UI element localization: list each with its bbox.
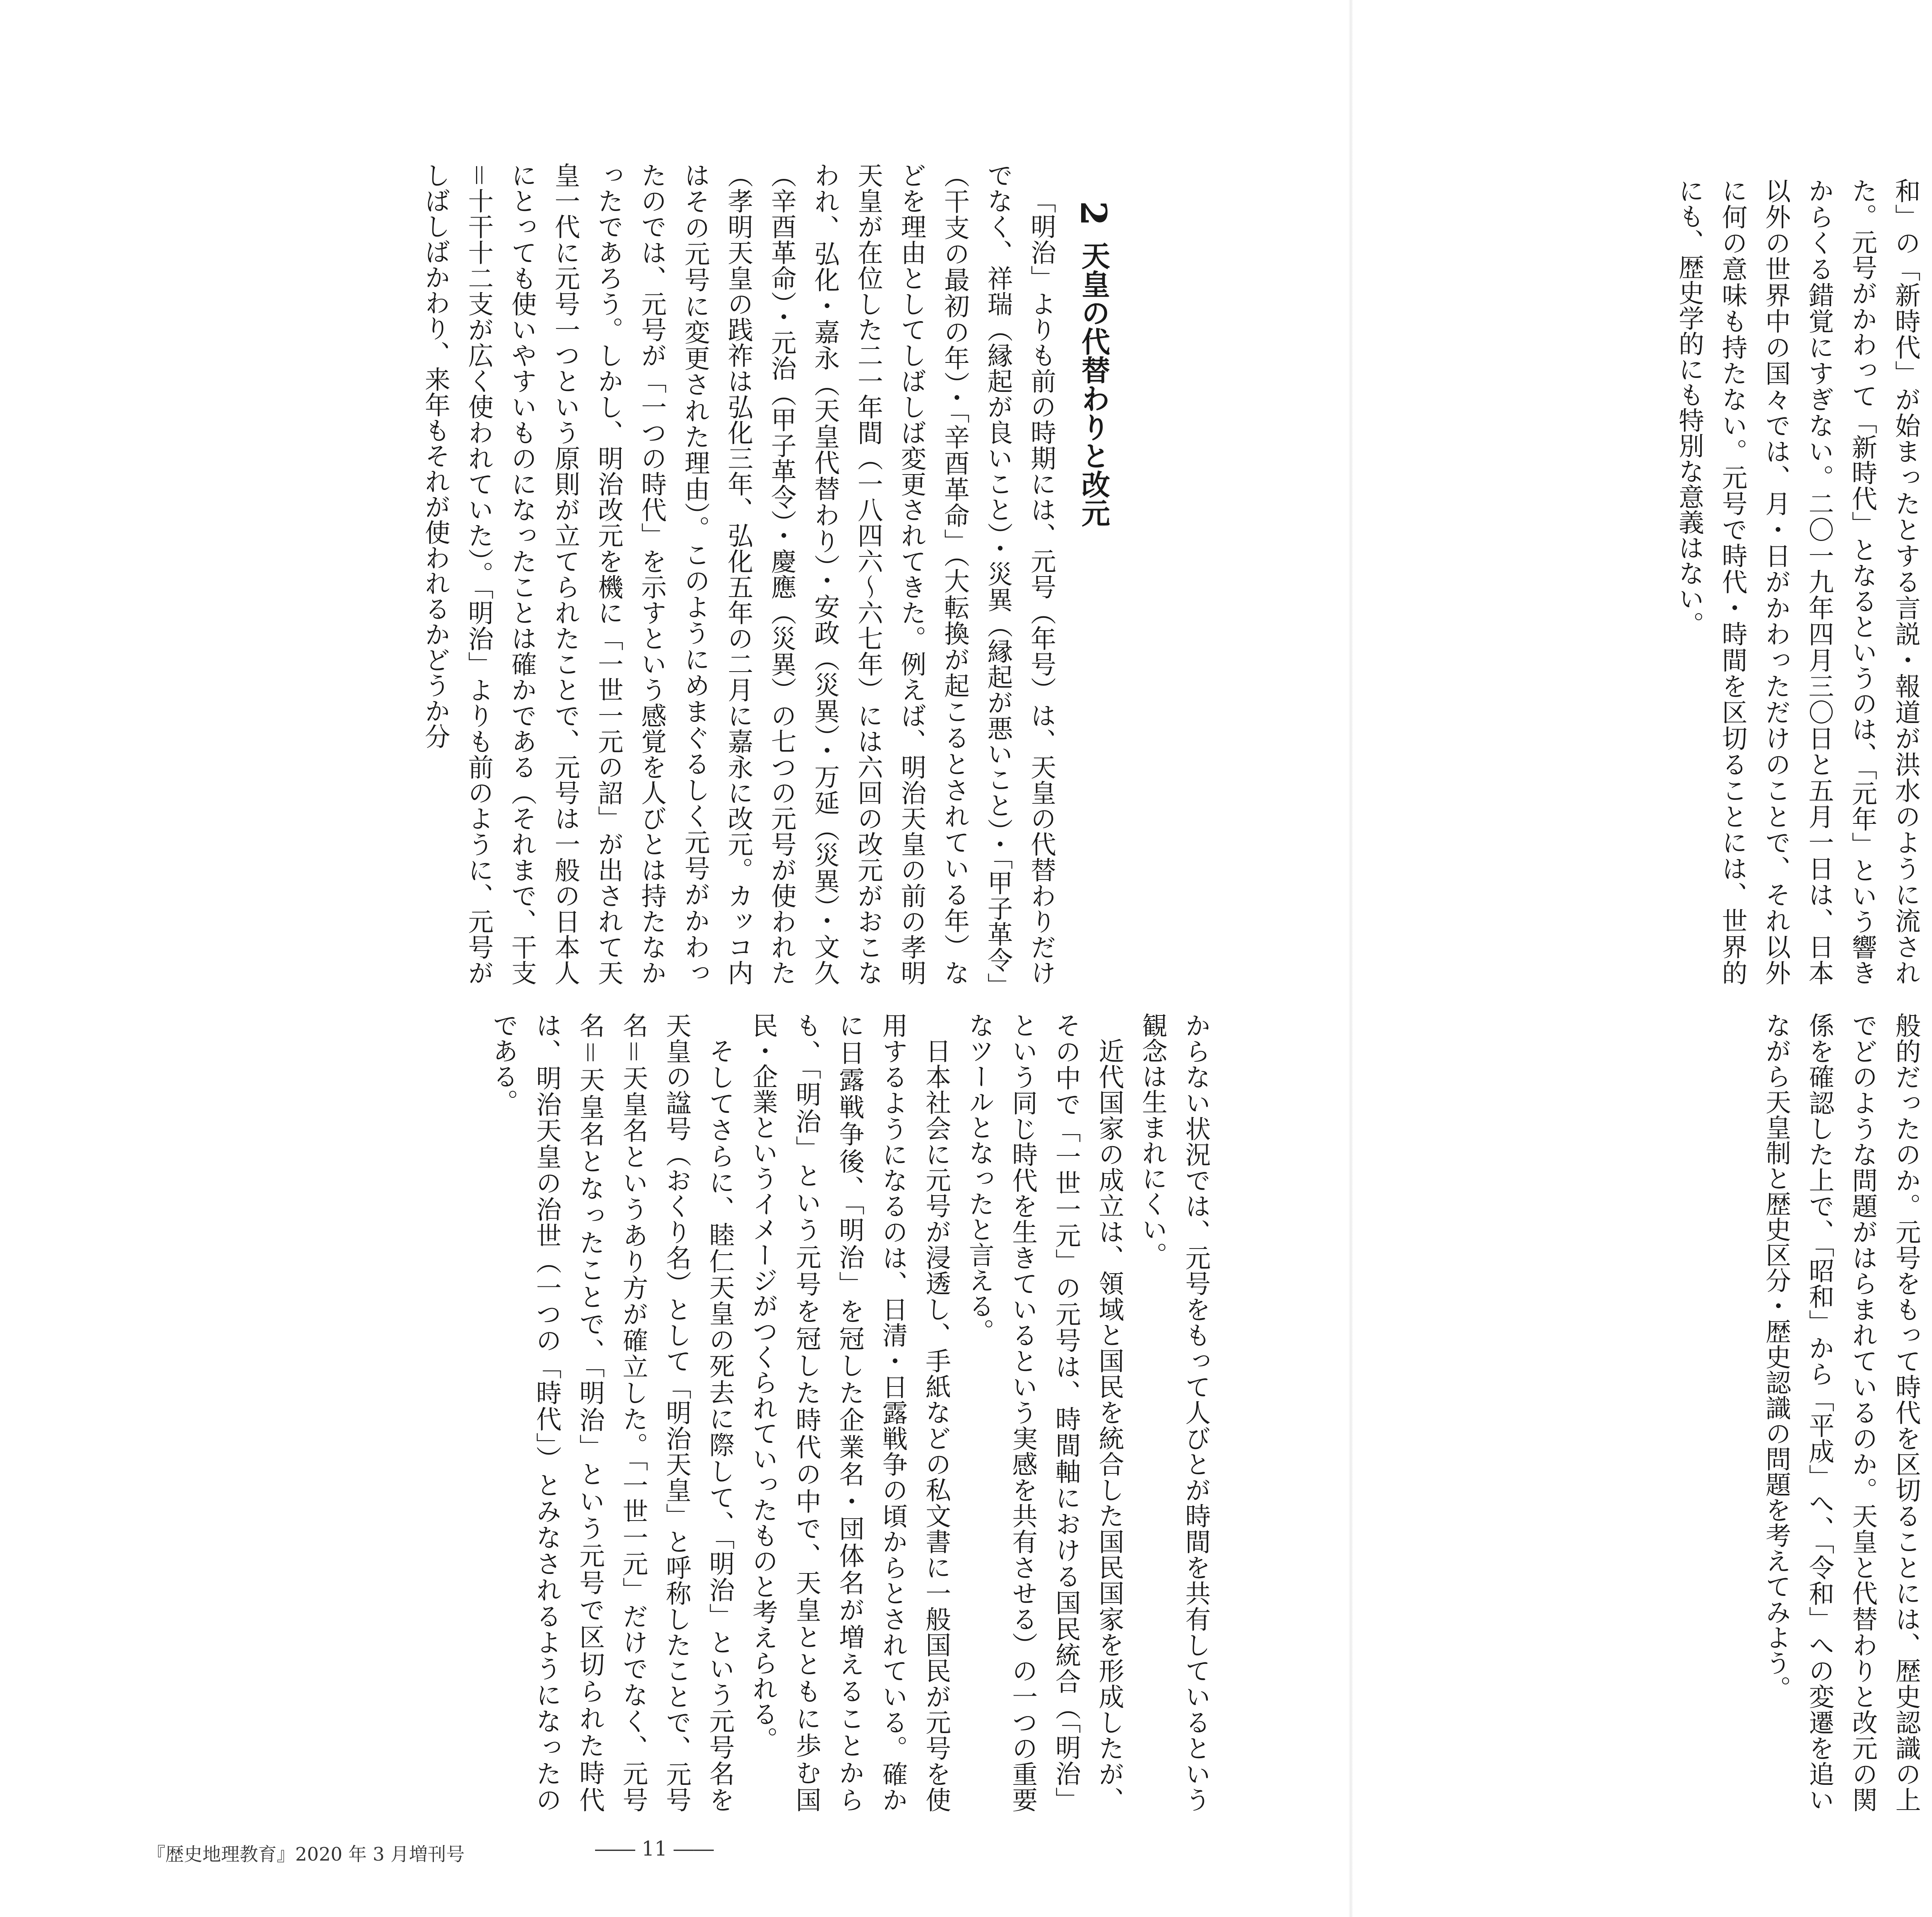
page-number-11: ―― 11 ―― — [595, 1837, 714, 1861]
section-2-heading — [1074, 201, 1113, 665]
right-upper-text — [1561, 178, 1932, 985]
paragraph: 日本社会に元号が浸透し、手紙などの私文書に一般国民が元号を使用するようになるのは、日清・日露戦争の頃からとされている。確かに日露戦争後、「明治」を冠した企業名・団体名が増えることからも、「明治」という元号を冠した時代の中で、天皇とともに歩む国民・企業というイメージがつくられていったものと考えられる。 — [748, 1012, 951, 1812]
paragraph: 近代国家の成立は、領域と国民を統合した国民国家を形成したが、その中で「一世一元」の元号は、時間軸における国民統合（「明治」という同じ時代を生きているという実感を共有させる）の一つの重要なツールとなったと言える。 — [964, 1012, 1124, 1812]
paragraph: 「明治」よりも前の時期には、元号（年号）は、天皇の代替わりだけでなく、祥瑞（縁起が良いこと）・災異（縁起が悪いこと）・「甲子革令」（干支の最初の年）・「辛酉革命」（大転換が起こるとされている年）などを理由としてしばしば変更されてきた。例えば、明治天皇の前の孝明天皇が在位した二一年間（一八四六～六七年）には六回の改元がおこなわれ、弘化・嘉永（天皇代替わり）・安政（災異）・万延（災異）・文久（辛酉革命）・元治（甲子革令）・慶應（災異）の七つの元号が使われた（孝明天皇の践祚は弘化三年、弘化五年の二月に嘉永に改元。カッコ内はその元号に変更された理由）。このようにめまぐるしく元号がかわったのでは、元号が「一つの時代」を示すという感覚を人びとは持たなかったであろう。しかし、明治改元を機に「一世一元の詔」が出されて天皇一代に元号一つという原則が立てられたことで、元号は一般の日本人にとっても使いやすいものになったことは確かである（それまで、干支＝十干十二支が広く使われていた）。「明治」よりも前のように、元号がしばしばかわり、来年もそれが使われるかどうか分 — [420, 162, 1056, 985]
right-lower-text — [1567, 1012, 1932, 1812]
magazine-credit: 『歴史地理教育』2020 年 3 月増刊号 — [147, 1844, 465, 1865]
paragraph: 和」の「新時代」が始まったとする言説・報道が洪水のように流された。元号がかわって「新時代」となるというのは、「元年」という響きからくる錯覚にすぎない。二〇一九年四月三〇日と五月一日は、日本以外の世界中の国々では、月・日がかわっただけのことで、それ以外に何の意味も持たない。元号で時代・時間を区切ることには、世界的にも、歴史学的にも特別な意義はない。 — [1674, 178, 1920, 985]
right-page — [1351, 0, 1932, 1917]
left-lower-text — [158, 1012, 1217, 1812]
paragraph: 般的だったのか。元号をもって時代を区切ることには、歴史認識の上でどのような問題がはらまれているのか。天皇と代替わりと改元の関係を確認した上で、「昭和」から「平成」へ、「令和」への変遷を追いながら天皇制と歴史区分・歴史認識の問題を考えてみよう。 — [1761, 1012, 1921, 1812]
paragraph: そしてさらに、睦仁天皇の死去に際して、「明治」という元号名を天皇の諡号（おくり名）として「明治天皇」と呼称したことで、元号名＝天皇名というあり方が確立した。「一世一元」だけでなく、元号名＝天皇名となったことで、「明治」という元号で区切られた時代は、明治天皇の治世（一つの「時代」）とみなされるようになったのである。 — [488, 1012, 735, 1812]
left-upper-text — [158, 162, 1063, 985]
section-2-title: 天皇の代替わりと改元 — [1077, 241, 1110, 527]
paragraph: からない状況では、元号をもって人びとが時間を共有しているという観念は生まれにくい。 — [1138, 1012, 1211, 1812]
section-2-number: 2 — [1073, 201, 1114, 226]
